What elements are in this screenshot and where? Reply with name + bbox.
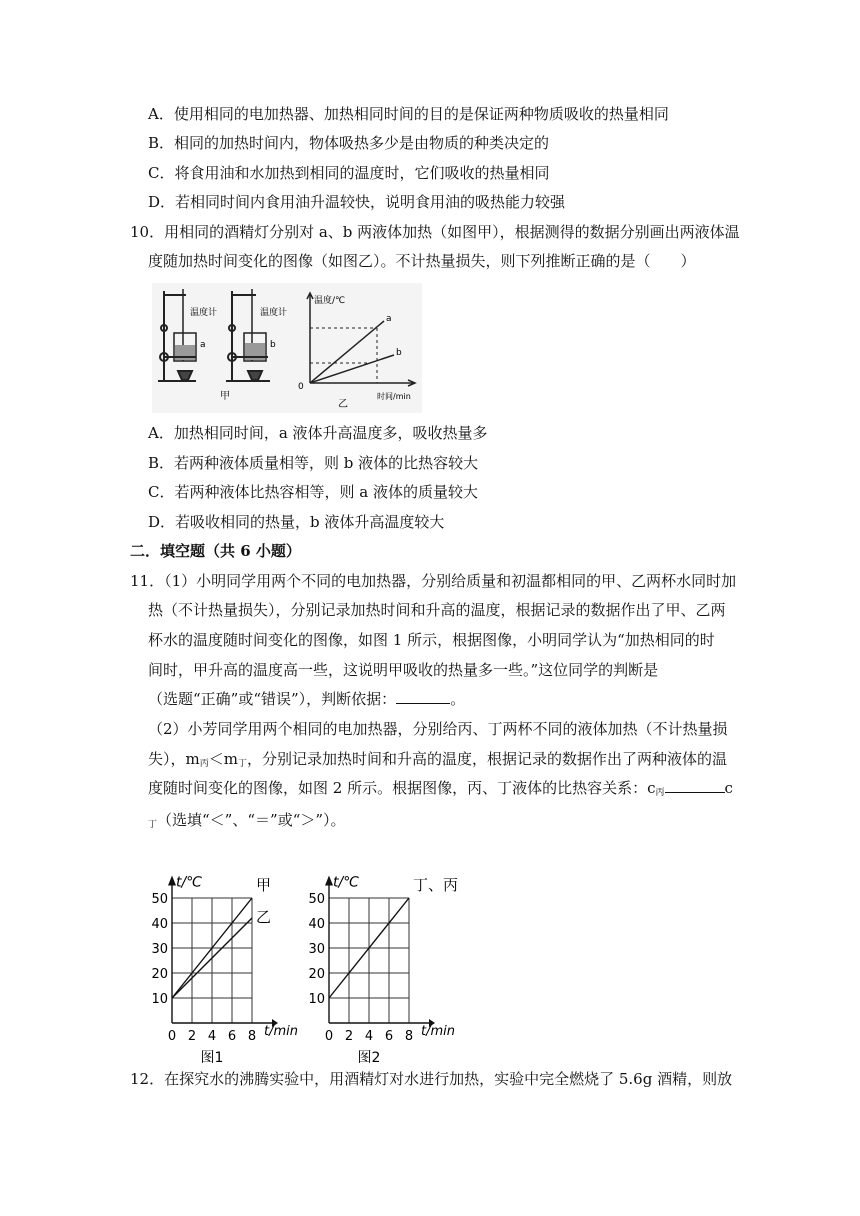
subscript-bing-2: 丙 — [655, 788, 665, 798]
chart2-x-tick-label: 4 — [364, 1029, 374, 1044]
chart2-y-axis-label: t/℃ — [333, 874, 359, 891]
q10-option-a: A．加热相同时间，a 液体升高温度多，吸收热量多 — [148, 424, 488, 442]
q11-p2-line2-c: ，分别记录加热时间和升高的温度，根据记录的数据作出了两种液体的温 — [247, 750, 728, 768]
q11-p1-line5-end: 。 — [450, 690, 466, 708]
chart2-y-tick-label: 30 — [308, 942, 325, 957]
subscript-ding-2: 丁 — [148, 820, 158, 830]
q11-charts — [140, 868, 480, 1063]
chart1-series-label-2: 乙 — [256, 908, 272, 926]
q9-option-a: A．使用相同的电加热器、加热相同时间的目的是保证两种物质吸收的热量相同 — [148, 105, 669, 123]
section-title: 二．填空题（共 6 小题） — [130, 542, 301, 560]
chart1-y-arrow — [168, 876, 176, 886]
q11-p1-line5 — [148, 689, 465, 709]
chart2-x-tick-label: 6 — [384, 1029, 394, 1044]
q9-option-d: D．若相同时间内食用油升温较快，说明食用油的吸热能力较强 — [148, 193, 566, 211]
graph-line-a-label: a — [386, 314, 392, 324]
q10-figure — [152, 283, 422, 413]
q9-option-c: C．将食用油和水加热到相同的温度时，它们吸收的热量相同 — [148, 164, 550, 182]
graph-origin: 0 — [298, 382, 304, 392]
chart1-x-tick-label: 6 — [227, 1029, 237, 1044]
q11-p1-line1: 11．（1）小明同学用两个不同的电加热器，分别给质量和初温都相同的甲、乙两杯水同时加 — [130, 572, 737, 590]
figure-caption-yi: 乙 — [338, 399, 348, 410]
q10-stem-line1: 10．用相同的酒精灯分别对 a、b 两液体加热（如图甲），根据测得的数据分别画出两液体温 — [130, 223, 740, 241]
chart1-x-tick-label: 2 — [187, 1029, 197, 1044]
chart1-y-tick-label: 50 — [151, 892, 168, 907]
q10-option-d: D．若吸收相同的热量，b 液体升高温度较大 — [148, 513, 445, 531]
chart2-series-label-1: 丁、丙 — [413, 876, 459, 894]
q11-p2-line2-a: 失），m — [148, 750, 200, 768]
answer-blank-2[interactable] — [665, 778, 725, 793]
q11-p2-line1: （2）小芳同学用两个相同的电加热器，分别给丙、丁两杯不同的液体加热（不计热量损 — [148, 720, 728, 738]
chart1-x-tick-label: 4 — [207, 1029, 217, 1044]
chart1-caption: 图1 — [200, 1050, 224, 1063]
thermometer-label-1: 温度计 — [190, 308, 218, 318]
q11-p1-line4: 间时，甲升高的温度高一些，这说明甲吸收的热量多一些。”这位同学的判断是 — [148, 661, 659, 679]
chart2-x-tick-label: 0 — [324, 1029, 334, 1044]
chart2-x-axis-label: t/min — [421, 1024, 455, 1039]
q11-p2-line3-a: 度随时间变化的图像，如图 2 所示。根据图像，丙、丁液体的比热容关系：c — [148, 779, 656, 797]
subscript-bing: 丙 — [199, 759, 209, 769]
graph-x-axis-label: 时间/min — [377, 392, 411, 401]
q11-p2-line2 — [148, 749, 727, 774]
chart1-y-tick-label: 40 — [151, 917, 168, 932]
q11-p1-line3: 杯水的温度随时间变化的图像，如图 1 所示，根据图像，小明同学认为“加热相同的时 — [148, 631, 715, 649]
q10-option-c: C．若两种液体比热容相等，则 a 液体的质量较大 — [148, 483, 478, 501]
chart2-y-tick-label: 40 — [308, 917, 325, 932]
chart1-series-label-1: 甲 — [256, 876, 272, 894]
q10-option-b: B．若两种液体质量相等，则 b 液体的比热容较大 — [148, 454, 479, 472]
graph-line-b-label: b — [396, 348, 402, 358]
q11-p2-line4 — [148, 810, 346, 835]
chart2-y-tick-label: 10 — [308, 992, 325, 1007]
liquid-a-label: a — [200, 340, 206, 350]
chart1-x-axis-label: t/min — [264, 1024, 298, 1039]
chart1-y-tick-label: 20 — [151, 967, 168, 982]
q12-stem-line1: 12．在探究水的沸腾实验中，用酒精灯对水进行加热，实验中完全燃烧了 5.6g 酒精，则放 — [130, 1070, 733, 1088]
chart2-y-tick-label: 50 — [308, 892, 325, 907]
q11-p2-line2-b: ＜m — [208, 750, 238, 768]
chart2-x-tick-label: 2 — [344, 1029, 354, 1044]
q11-p2-line3 — [148, 778, 733, 803]
subscript-ding: 丁 — [237, 759, 247, 769]
q11-p1-line2: 热（不计热量损失），分别记录加热时间和升高的温度，根据记录的数据作出了甲、乙两 — [148, 601, 726, 619]
chart2-x-tick-label: 8 — [404, 1029, 414, 1044]
chart1-x-tick-label: 0 — [167, 1029, 177, 1044]
chart1-x-tick-label: 8 — [247, 1029, 257, 1044]
chart2-y-arrow — [325, 876, 333, 886]
q11-p2-line3-b: c — [724, 779, 733, 797]
liquid-b-label: b — [270, 340, 276, 350]
answer-blank-1[interactable] — [396, 689, 450, 704]
q11-p2-line4-text: （选填“＜”、“＝”或“＞”）。 — [157, 811, 346, 829]
chart1-y-tick-label: 10 — [151, 992, 168, 1007]
q10-stem-line2: 度随加热时间变化的图像（如图乙）。不计热量损失，则下列推断正确的是（ ） — [148, 252, 696, 270]
graph-y-axis-label: 温度/℃ — [314, 296, 346, 306]
chart2-caption: 图2 — [357, 1050, 381, 1063]
chart2-y-tick-label: 20 — [308, 967, 325, 982]
chart1-y-axis-label: t/℃ — [176, 874, 202, 891]
q11-p1-line5-text: （选题“正确”或“错误”），判断依据： — [148, 690, 397, 708]
figure-caption-jia: 甲 — [220, 391, 230, 402]
chart1-y-tick-label: 30 — [151, 942, 168, 957]
q9-option-b: B．相同的加热时间内，物体吸热多少是由物质的种类决定的 — [148, 134, 550, 152]
thermometer-label-2: 温度计 — [260, 308, 288, 318]
